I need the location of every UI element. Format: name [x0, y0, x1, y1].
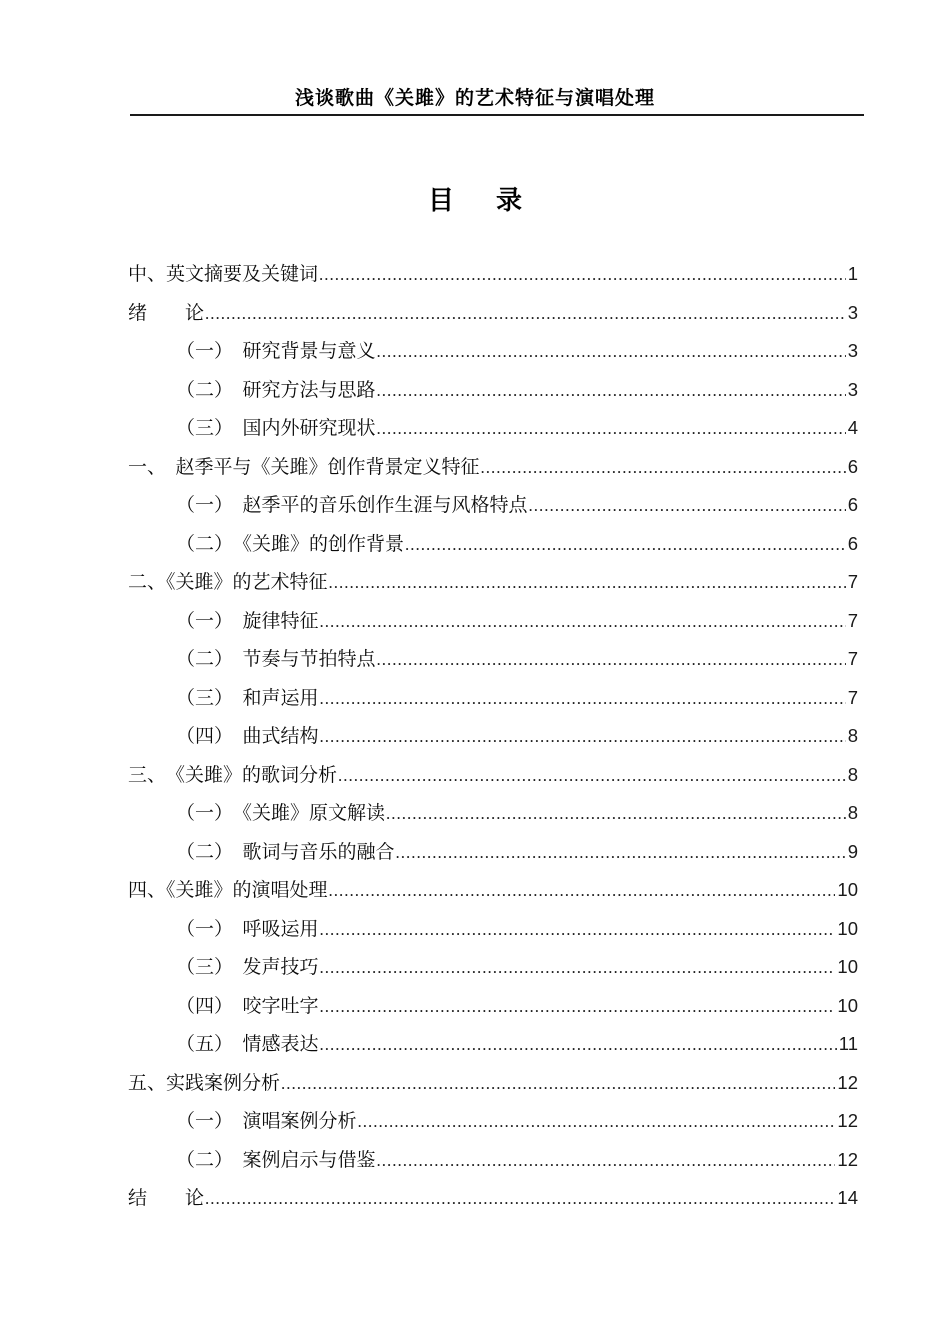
- toc-entry[interactable]: [128, 332, 858, 371]
- toc-entry[interactable]: [128, 910, 858, 949]
- toc-page-number: 7: [847, 686, 858, 708]
- toc-entry[interactable]: [128, 756, 858, 795]
- toc-entry[interactable]: [128, 255, 858, 294]
- toc-list: [128, 255, 858, 1218]
- toc-dot-leader: [320, 603, 846, 643]
- toc-page-number: 14: [837, 1187, 858, 1208]
- toc-entry-label: （一） 旋律特征: [176, 610, 319, 632]
- toc-entry-label: （一） 演唱案例分析: [176, 1111, 357, 1132]
- toc-page-number: 6: [847, 455, 858, 477]
- toc-page-number: 3: [847, 340, 858, 361]
- toc-entry[interactable]: [128, 409, 858, 448]
- toc-entry-label: 一、 赵季平与《关雎》创作背景定义特征: [128, 456, 480, 478]
- toc-entry-label: 中、英文摘要及关键词: [128, 264, 319, 285]
- toc-entry[interactable]: [128, 1141, 858, 1180]
- toc-dot-leader: [377, 1142, 836, 1182]
- toc-page-number: 7: [847, 648, 858, 669]
- toc-dot-leader: [320, 949, 836, 989]
- toc-page-number: 11: [838, 1033, 858, 1054]
- toc-entry[interactable]: [128, 871, 858, 910]
- toc-entry-label: （一） 呼吸运用: [176, 918, 319, 940]
- toc-entry[interactable]: [128, 448, 858, 487]
- toc-entry[interactable]: [128, 948, 858, 987]
- toc-dot-leader: [329, 564, 846, 604]
- toc-page-number: 8: [847, 763, 858, 785]
- toc-entry-label: （三） 国内外研究现状: [176, 418, 376, 439]
- toc-entry[interactable]: [128, 525, 858, 564]
- toc-entry[interactable]: [128, 602, 858, 641]
- toc-page-number: 10: [837, 917, 858, 939]
- toc-entry-label: （二） 《关雎》的创作背景: [176, 533, 405, 555]
- toc-entry[interactable]: [128, 987, 858, 1026]
- page-header: [0, 0, 950, 116]
- toc-page-number: 7: [847, 609, 858, 631]
- toc-page-number: 10: [837, 956, 858, 977]
- toc-page-number: 6: [847, 494, 858, 515]
- toc-entry[interactable]: [128, 1025, 858, 1064]
- toc-entry-label: 绪 论: [128, 302, 205, 324]
- toc-dot-leader: [358, 1103, 836, 1143]
- toc-dot-leader: [338, 757, 846, 797]
- toc-entry[interactable]: [128, 1179, 858, 1218]
- toc-entry-label: （二） 节奏与节拍特点: [176, 649, 376, 670]
- toc-page-number: 12: [837, 1110, 858, 1131]
- toc-page-number: 7: [847, 571, 858, 592]
- toc-page-number: 12: [837, 1071, 858, 1093]
- toc-page-number: 10: [837, 994, 858, 1016]
- toc-dot-leader: [205, 295, 846, 335]
- toc-entry[interactable]: [128, 1102, 858, 1141]
- toc-dot-leader: [529, 487, 846, 527]
- toc-dot-leader: [405, 526, 846, 566]
- toc-dot-leader: [281, 1065, 835, 1105]
- toc-entry-label: （一） 研究背景与意义: [176, 341, 376, 362]
- toc-entry[interactable]: [128, 717, 858, 756]
- toc-entry-label: 五、实践案例分析: [128, 1072, 281, 1094]
- toc-entry-label: （四） 咬字吐字: [176, 995, 319, 1017]
- toc-entry-label: （一） 《关雎》原文解读: [176, 803, 386, 824]
- toc-entry[interactable]: [128, 371, 858, 410]
- toc-dot-leader: [396, 834, 846, 874]
- toc-entry-label: 结 论: [128, 1188, 205, 1209]
- toc-dot-leader: [320, 718, 846, 758]
- toc-entry-label: （二） 歌词与音乐的融合: [176, 841, 395, 863]
- toc-dot-leader: [386, 795, 846, 835]
- toc-entry[interactable]: [128, 486, 858, 525]
- toc-dot-leader: [481, 449, 846, 489]
- header-rule: [130, 114, 864, 116]
- toc-entry-label: （三） 和声运用: [176, 687, 319, 709]
- toc-dot-leader: [320, 988, 836, 1028]
- toc-dot-leader: [320, 1026, 837, 1066]
- toc-entry[interactable]: [128, 563, 858, 602]
- toc-entry[interactable]: [128, 1064, 858, 1103]
- toc-entry-label: 二、《关雎》的艺术特征: [128, 572, 328, 593]
- toc-dot-leader: [377, 410, 846, 450]
- toc-page-number: 9: [847, 840, 858, 862]
- toc-page-number: 6: [847, 532, 858, 554]
- toc-dot-leader: [320, 911, 836, 951]
- toc-entry-label: 三、 《关雎》的歌词分析: [128, 764, 338, 786]
- toc-title: 目 录: [427, 185, 530, 215]
- toc-entry-label: （二） 案例启示与借鉴: [176, 1149, 376, 1171]
- toc-entry-label: 四、《关雎》的演唱处理: [128, 880, 328, 901]
- toc-dot-leader: [319, 256, 846, 296]
- toc-page-number: 1: [847, 263, 858, 284]
- toc-entry-label: （三） 发声技巧: [176, 957, 319, 978]
- toc-entry-label: （四） 曲式结构: [176, 726, 319, 747]
- toc-page-number: 8: [847, 725, 858, 746]
- toc-page-number: 3: [847, 378, 858, 400]
- toc-dot-leader: [329, 872, 836, 912]
- toc-page-number: 12: [837, 1148, 858, 1170]
- toc-entry[interactable]: [128, 640, 858, 679]
- toc-dot-leader: [377, 372, 846, 412]
- toc-entry[interactable]: [128, 294, 858, 333]
- toc-dot-leader: [205, 1180, 835, 1220]
- toc-dot-leader: [377, 333, 846, 373]
- toc-entry-label: （五） 情感表达: [176, 1034, 319, 1055]
- toc-dot-leader: [320, 680, 846, 720]
- toc-entry-label: （二） 研究方法与思路: [176, 379, 376, 401]
- toc-entry[interactable]: [128, 794, 858, 833]
- toc-page-number: 3: [847, 301, 858, 323]
- toc-dot-leader: [377, 641, 846, 681]
- toc-entry-label: （一） 赵季平的音乐创作生涯与风格特点: [176, 495, 528, 516]
- toc-page-number: 8: [847, 802, 858, 823]
- toc-entry[interactable]: [128, 833, 858, 872]
- toc-page-number: 4: [847, 417, 858, 438]
- toc-entry[interactable]: [128, 679, 858, 718]
- toc-page-number: 10: [837, 879, 858, 900]
- running-head: 浅谈歌曲《关雎》的艺术特征与演唱处理: [294, 88, 655, 109]
